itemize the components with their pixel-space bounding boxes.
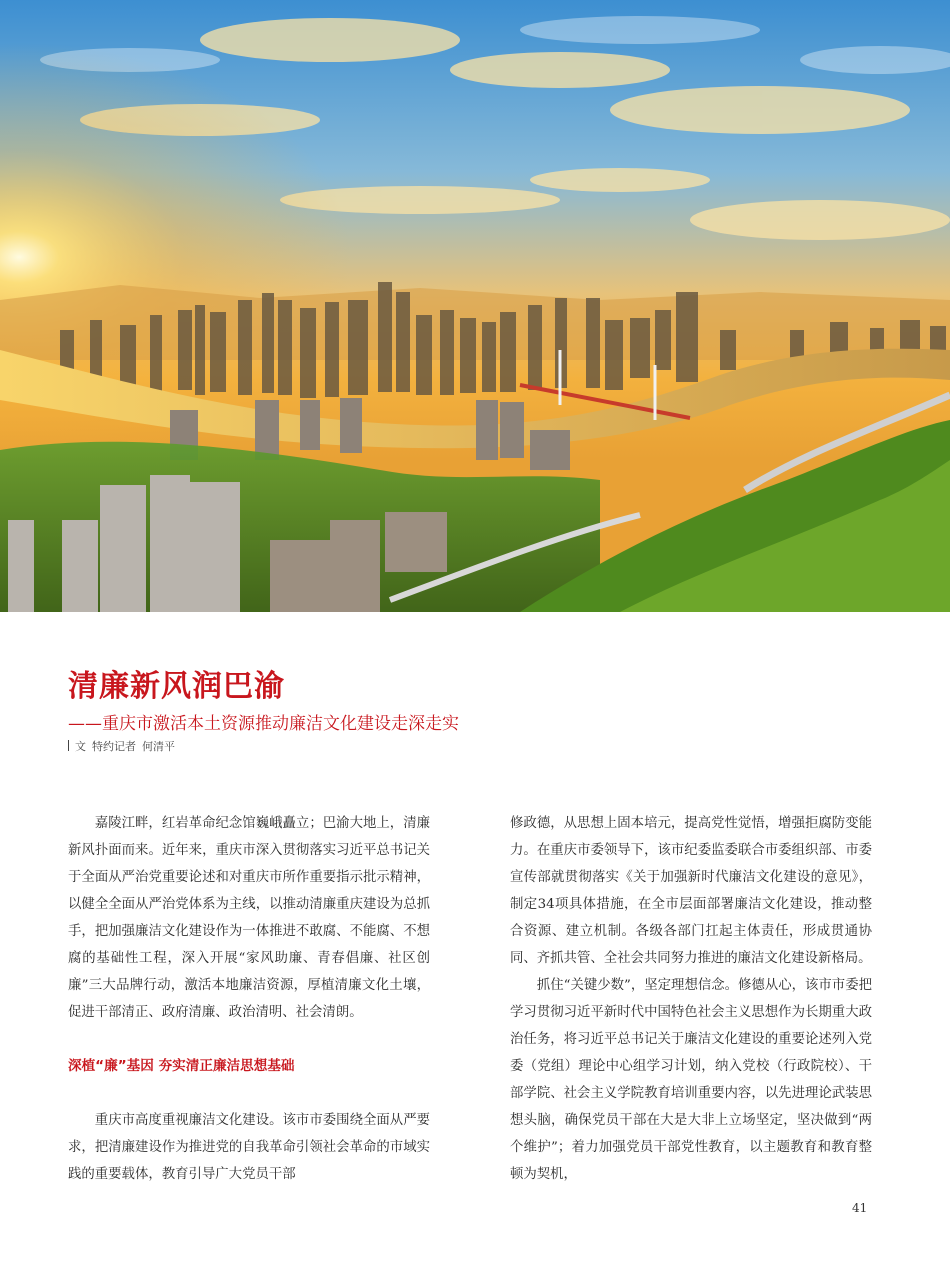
paragraph: 修政德，从思想上固本培元，提高党性觉悟，增强拒腐防变能力。在重庆市委领导下，该市纪委监委联合市委组织部、市委宣传部就贯彻落实《关于加强新时代廉洁文化建设的意见》，制定34项具体措施，在全市层面部署廉洁文化建设，推动整合资源、建立机制。各级各部门扛起主体责任，形成贯通协同、齐抓共管、全社会共同努力推进的廉洁文化建设新格局。 bbox=[510, 816, 872, 966]
byline-role: 特约记者 bbox=[92, 740, 136, 753]
byline-divider bbox=[68, 740, 69, 751]
page-number: 41 bbox=[852, 1201, 868, 1215]
byline-text-label: 文 bbox=[75, 740, 86, 753]
paragraph: 抓住“关键少数”，坚定理想信念。修德从心，该市市委把学习贯彻习近平新时代中国特色社会主义思想作为长期重大政治任务，将习近平总书记关于廉洁文化建设的重要论述列入党委（党组）理论中心组学习计划，纳入党校（行政院校）、干部学院、社会主义学院教育培训重要内容，以先进理论武装思想头脑，确保党员干部在大是大非上立场坚定，坚决做到“两个维护”；着力加强党员干部党性教育，以主题教育和教育整顿为契机， bbox=[510, 978, 872, 1182]
article-subtitle: ——重庆市激活本土资源推动廉洁文化建设走深走实 bbox=[68, 714, 459, 734]
byline-author: 何清平 bbox=[142, 740, 175, 753]
article-title: 清廉新风润巴渝 bbox=[68, 669, 285, 704]
body-column-left bbox=[68, 810, 430, 1188]
section-heading: 深植“廉”基因 夯实清正廉洁思想基础 bbox=[68, 1058, 295, 1074]
body-column-right bbox=[510, 810, 872, 1188]
paragraph: 嘉陵江畔，红岩革命纪念馆巍峨矗立；巴渝大地上，清廉新风扑面而来。近年来，重庆市深入贯彻落实习近平总书记关于全面从严治党重要论述和对重庆市所作重要指示批示精神，以健全全面从严治党体系为主线，以推动清廉重庆建设为总抓手，把加强廉洁文化建设作为一体推进不敢腐、不能腐、不想腐的基础性工程，深入开展“家风助廉、青春倡廉、社区创廉”三大品牌行动，激活本地廉洁资源，厚植清廉文化土壤，促进干部清正、政府清廉、政治清明、社会清朗。 bbox=[68, 816, 430, 1020]
hero-photo-chongqing-skyline bbox=[0, 0, 950, 612]
byline bbox=[68, 740, 175, 754]
paragraph: 重庆市高度重视廉洁文化建设。该市市委围绕全面从严要求，把清廉建设作为推进党的自我革命引领社会革命的市域实践的重要载体，教育引导广大党员干部 bbox=[68, 1113, 430, 1182]
